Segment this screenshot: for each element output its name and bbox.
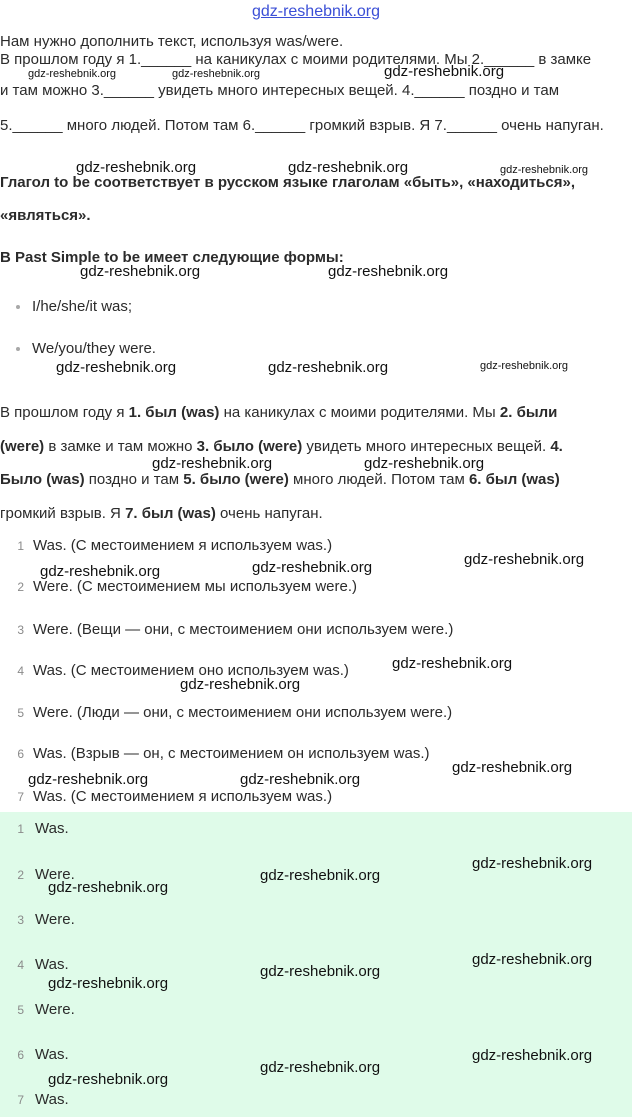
answer-text: Was. [35, 1046, 69, 1063]
list-item [0, 743, 430, 765]
watermark: gdz-reshebnik.org [260, 867, 381, 884]
answer-number: 6 [17, 1048, 24, 1062]
watermark: gdz-reshebnik.org [464, 551, 585, 568]
form-text: We/you/they were. [32, 340, 156, 357]
list-item [0, 702, 452, 724]
solution-answer: 1. был (was) [128, 404, 220, 421]
watermark: gdz-reshebnik.org [48, 975, 169, 992]
watermark: gdz-reshebnik.org [328, 263, 449, 280]
watermark: gdz-reshebnik.org [252, 559, 373, 576]
intro-line: 5.______ много людей. Потом там 6.______ громкий взрыв. Я 7.______ очень напуган. [0, 117, 604, 134]
grammar-rule: «являться». [0, 207, 91, 224]
answer-text: Was. [35, 956, 69, 973]
watermark: gdz-reshebnik.org [152, 455, 273, 472]
list-text: Were. (Люди — они, с местоимением они используем were.) [33, 704, 453, 721]
watermark: gdz-reshebnik.org [480, 360, 569, 372]
list-item [0, 619, 453, 641]
watermark: gdz-reshebnik.org [260, 963, 381, 980]
list-text: Was. (С местоимением оно используем was.) [33, 662, 349, 679]
list-text: Was. (Взрыв — он, с местоимением он используем was.) [33, 745, 430, 762]
watermark: gdz-reshebnik.org [48, 879, 169, 896]
solution-answer: Было (was) [0, 471, 85, 488]
watermark: gdz-reshebnik.org [80, 263, 201, 280]
bullet-dot-icon [16, 305, 20, 309]
watermark: gdz-reshebnik.org [28, 771, 149, 788]
site-title-link[interactable]: gdz-reshebnik.org [251, 3, 381, 20]
watermark: gdz-reshebnik.org [364, 455, 485, 472]
answer-item [0, 1044, 69, 1066]
answer-number: 2 [17, 868, 24, 882]
solution-answer: (were) [0, 438, 45, 455]
answer-number: 1 [17, 822, 24, 836]
solution-answer: 7. был (was) [125, 505, 216, 522]
answer-item [0, 954, 69, 976]
list-number: 7 [17, 790, 24, 804]
solution-line [0, 435, 630, 459]
list-text: Was. (С местоимением я используем was.) [33, 788, 333, 805]
answer-text: Was. [35, 1091, 69, 1108]
answer-item [0, 909, 75, 931]
watermark: gdz-reshebnik.org [56, 359, 177, 376]
list-item [0, 535, 332, 557]
answer-number: 5 [17, 1003, 24, 1017]
list-number: 5 [17, 706, 24, 720]
answer-text: Were. [35, 866, 75, 883]
answer-text: Were. [35, 911, 75, 928]
solution-text: очень напуган. [215, 505, 323, 522]
forms-heading: В Past Simple to be имеет следующие формы: [0, 249, 344, 266]
solution-text: в замке и там можно [44, 438, 197, 455]
answer-number: 4 [17, 958, 24, 972]
list-number: 4 [17, 664, 24, 678]
answer-text: Were. [35, 1001, 75, 1018]
list-text: Were. (С местоимением мы используем were.) [33, 578, 357, 595]
list-number: 3 [17, 623, 24, 637]
watermark: gdz-reshebnik.org [40, 563, 161, 580]
answer-item [0, 1089, 69, 1111]
intro-line: Нам нужно дополнить текст, используя was/were. [0, 33, 344, 50]
solution-answer: 5. было (were) [183, 471, 289, 488]
solution-text: увидеть много интересных вещей. [302, 438, 551, 455]
watermark: gdz-reshebnik.org [268, 359, 389, 376]
intro-line: В прошлом году я 1.______ на каникулах с моими родителями. Мы 2.______ в замке [0, 51, 592, 68]
watermark: gdz-reshebnik.org [240, 771, 361, 788]
watermark: gdz-reshebnik.org [392, 655, 513, 672]
watermark: gdz-reshebnik.org [260, 1059, 381, 1076]
answer-number: 7 [17, 1093, 24, 1107]
solution-text: поздно и там [84, 471, 184, 488]
watermark: gdz-reshebnik.org [452, 759, 573, 776]
watermark: gdz-reshebnik.org [48, 1071, 169, 1088]
answer-text: Was. [35, 820, 69, 837]
intro-line: и там можно 3.______ увидеть много интересных вещей. 4.______ поздно и там [0, 82, 560, 99]
watermark: gdz-reshebnik.org [288, 159, 409, 176]
watermark: gdz-reshebnik.org [500, 164, 589, 176]
list-item [0, 786, 332, 808]
list-number: 2 [17, 580, 24, 594]
watermark: gdz-reshebnik.org [472, 855, 593, 872]
solution-answer: 3. было (were) [196, 438, 303, 455]
solution-line [0, 502, 630, 526]
watermark: gdz-reshebnik.org [76, 159, 197, 176]
solution-answer: 6. был (was) [468, 471, 560, 488]
list-text: Was. (С местоимением я используем was.) [33, 537, 333, 554]
form-item [16, 296, 132, 318]
form-text: I/he/she/it was; [32, 298, 133, 315]
watermark: gdz-reshebnik.org [28, 68, 117, 80]
watermark: gdz-reshebnik.org [384, 63, 505, 80]
watermark: gdz-reshebnik.org [472, 1047, 593, 1064]
solution-text: громкий взрыв. Я [0, 505, 126, 522]
solution-line [0, 401, 630, 425]
solution-text: В прошлом году я [0, 404, 129, 421]
watermark: gdz-reshebnik.org [172, 68, 261, 80]
solution-answer: 4. [550, 438, 563, 455]
bullet-dot-icon [16, 347, 20, 351]
answer-number: 3 [17, 913, 24, 927]
answer-item [0, 818, 69, 840]
watermark: gdz-reshebnik.org [180, 676, 301, 693]
list-text: Were. (Вещи — они, с местоимением они используем were.) [33, 621, 454, 638]
solution-text: на каникулах с моими родителями. Мы [219, 404, 500, 421]
answer-item [0, 999, 75, 1021]
watermark: gdz-reshebnik.org [472, 951, 593, 968]
solution-answer: 2. были [499, 404, 558, 421]
solution-line [0, 468, 630, 492]
list-number: 6 [17, 747, 24, 761]
grammar-rule: Глагол to be соответствует в русском языке глаголам «быть», «находиться», [0, 174, 576, 191]
list-number: 1 [17, 539, 24, 553]
form-item [16, 338, 156, 360]
solution-text: много людей. Потом там [288, 471, 469, 488]
